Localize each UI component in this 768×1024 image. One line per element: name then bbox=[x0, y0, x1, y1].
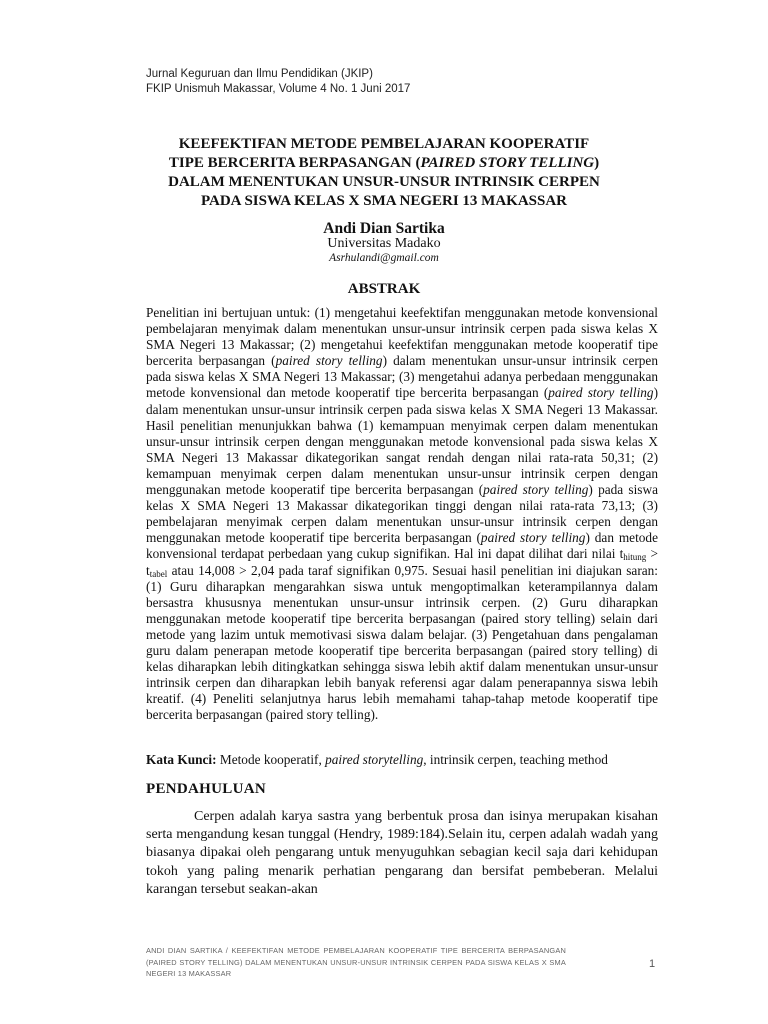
abstract-italic: paired story telling bbox=[548, 385, 654, 401]
keywords-text: Metode kooperatif, bbox=[216, 752, 326, 767]
abstract-italic: paired story telling bbox=[275, 353, 383, 369]
abstract-body bbox=[146, 305, 658, 723]
keywords bbox=[146, 752, 658, 768]
journal-name: Jurnal Keguruan dan Ilmu Pendidikan (JKIP) bbox=[146, 68, 373, 80]
paper-title bbox=[100, 135, 668, 211]
title-line-2-start: TIPE BERCERITA BERPASANGAN ( bbox=[168, 155, 421, 171]
section-heading-intro: PENDAHULUAN bbox=[146, 781, 266, 797]
abstract-text: ) pada siswa kelas X SMA Negeri 13 Makassar dikategorikan tinggi dengan nilai rata-rata 73,13; (3) pembelajaran menyimak cerpen dalam menentukan unsur-unsur intrinsik cerpen dengan menggunakan metode kooperatif tipe bercerita berpasangan ( bbox=[146, 482, 658, 546]
running-footer: ANDI DIAN SARTIKA / KEEFEKTIFAN METODE PEMBELAJARAN KOOPERATIF TIPE BERCERITA BERPASANGAN (PAIRED STORY TELLING) DALAM MENENTUKAN UNSUR-UNSUR INTRINSIK CERPEN PADA SISWA KELAS X SMA NEGERI 13 MAKASSAR bbox=[146, 946, 566, 978]
abstract-text: ) dan metode konvensional terdapat perbedaan yang cukup signifikan. Hal ini dapat dilihat dari nilai t bbox=[146, 530, 658, 562]
abstract-text: ) dalam menentukan unsur-unsur intrinsik cerpen pada siswa kelas X SMA Negeri 13 Makassar; (3) mengetahui adanya perbedaan menggunakan metode konvensional dan metode kooperatif tipe bercerita berpasangan ( bbox=[146, 353, 658, 401]
title-line-2-italic: PAIRED STORY TELLING bbox=[420, 155, 595, 171]
journal-volume: FKIP Unismuh Makassar, Volume 4 No. 1 Juni 2017 bbox=[146, 83, 411, 95]
title-line-1: KEEFEKTIFAN METODE PEMBELAJARAN KOOPERATIF bbox=[178, 136, 590, 152]
abstract-italic: paired story telling bbox=[480, 530, 586, 546]
journal-header bbox=[146, 67, 410, 97]
author-email: Asrhulandi@gmail.com bbox=[329, 252, 439, 264]
title-line-2-end: ) bbox=[594, 155, 600, 171]
abstract-text: > t bbox=[146, 546, 658, 578]
abstract-heading: ABSTRAK bbox=[347, 281, 421, 297]
keywords-text: , intrinsik cerpen, teaching method bbox=[423, 752, 608, 767]
author-name: Andi Dian Sartika bbox=[323, 220, 445, 237]
intro-paragraph: Cerpen adalah karya sastra yang berbentuk prosa dan isinya merupakan kisahan serta mengandung kesan tunggal (Hendry, 1989:184).Selain itu, cerpen adalah wadah yang biasanya dipakai oleh pengarang untuk menyuguhkan sebagian kecil saja dari kehidupan tokoh yang paling menarik perhatian pengarang dan bersifat pembeberan. Melalui karangan tersebut seakan-akan bbox=[146, 809, 658, 897]
subscript-hitung: hitung bbox=[623, 552, 647, 563]
abstract-text: ) dalam menentukan unsur-unsur intrinsik cerpen pada siswa kelas X SMA Negeri 13 Makassar. Hasil penelitian menunjukkan bahwa (1) kemampuan menyimak cerpen dalam menentukan unsur-unsur intrinsik cerpen dengan menggunakan metode konvensional pada siswa kelas X SMA Negeri 13 Makassar dikategorikan sangat rendah dengan nilai rata-rata 50,31; (2) kemampuan menyimak cerpen dalam menentukan unsur-unsur intrinsik cerpen dengan menggunakan metode kooperatif tipe bercerita berpasangan ( bbox=[146, 385, 658, 498]
keywords-italic: paired storytelling bbox=[325, 752, 424, 767]
title-line-4: PADA SISWA KELAS X SMA NEGERI 13 MAKASSAR bbox=[200, 193, 568, 209]
abstract-text: atau 14,008 > 2,04 pada taraf signifikan 0,975. Sesuai hasil penelitian ini diajukan saran: (1) Guru diharapkan mengarahkan siswa untuk mengoptimalkan keterampilannya dalam bersastra khususnya menentukan unsur-unsur intrinsik cerpen. (2) Guru diharapkan menggunakan metode kooperatif tipe bercerita berpasangan (paired story telling) selain dari metode yang lazim untuk memotivasi siswa dalam belajar. (3) Pengetahuan dans pengalaman guru dalam penerapan metode kooperatif tipe bercerita berpasangan (paired story telling) di kelas diharapkan lebih ditingkatkan sehingga siswa lebih aktif dalam menentukan unsur-unsur intrinsik cerpen dan diharapkan lebih banyak referensi agar dalam penerapannya siswa lebih kreatif. (4) Peneliti selanjutnya harus lebih memahami tahap-tahap metode kooperatif tipe bercerita berpasangan (paired story telling). bbox=[146, 562, 658, 723]
subscript-tabel: tabel bbox=[149, 568, 168, 579]
page-number: 1 bbox=[649, 958, 656, 970]
keywords-label: Kata Kunci: bbox=[146, 752, 217, 767]
author-affiliation: Universitas Madako bbox=[327, 236, 441, 251]
abstract-text: Penelitian ini bertujuan untuk: (1) mengetahui keefektifan menggunakan metode konvensional pembelajaran menyimak dalam menentukan unsur-unsur intrinsik cerpen pada siswa kelas X SMA Negeri 13 Makassar; (2) mengetahui keefektifan menggunakan metode kooperatif tipe bercerita berpasangan ( bbox=[146, 305, 658, 369]
title-line-3: DALAM MENENTUKAN UNSUR-UNSUR INTRINSIK CERPEN bbox=[168, 174, 600, 190]
title-line-2 bbox=[100, 154, 668, 173]
abstract-italic: paired story telling bbox=[483, 482, 589, 498]
